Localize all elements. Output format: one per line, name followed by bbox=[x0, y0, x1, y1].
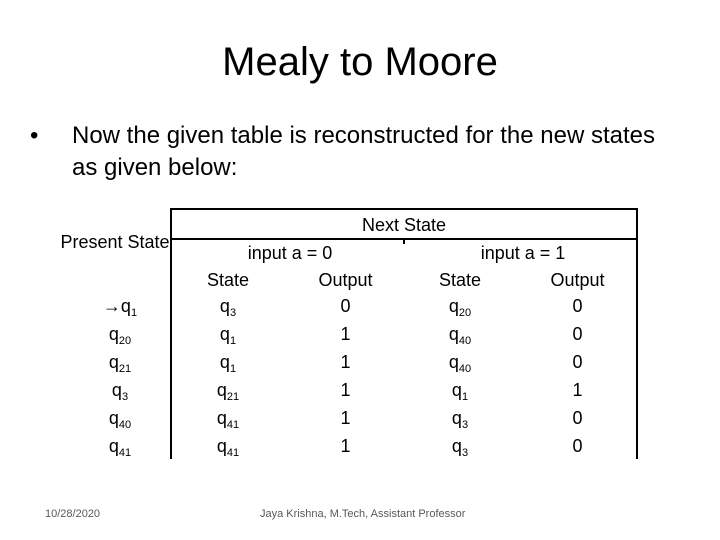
slide-title: Mealy to Moore bbox=[222, 40, 498, 84]
present-state-cell: $q_{21}$ bbox=[108, 352, 132, 375]
output-a0-cell: 1 bbox=[340, 436, 351, 456]
present-state-cell: $q_{41}$ bbox=[108, 436, 132, 459]
output-a1-cell: 0 bbox=[572, 296, 583, 316]
output-a0-cell: 1 bbox=[340, 408, 351, 428]
table-right-border bbox=[636, 208, 638, 459]
output-a0-cell: 1 bbox=[340, 324, 351, 344]
input-divider bbox=[403, 238, 405, 244]
next-state-a1-cell: $q_3$ bbox=[451, 408, 469, 431]
footer-date: 10/28/2020 bbox=[45, 508, 101, 520]
output-label-1: Output bbox=[550, 270, 605, 290]
output-label-0: Output bbox=[318, 270, 373, 290]
output-a0-cell: 1 bbox=[340, 352, 351, 372]
next-state-a1-cell: $q_{40}$ bbox=[448, 352, 472, 375]
output-a1-cell: 0 bbox=[572, 436, 583, 456]
next-state-a1-cell: $q_3$ bbox=[451, 436, 469, 459]
output-a1-cell: 0 bbox=[572, 324, 583, 344]
bullet-dot-icon: • bbox=[30, 122, 39, 149]
output-a0-cell: 1 bbox=[340, 380, 351, 400]
next-state-a1-cell: $q_{40}$ bbox=[448, 324, 472, 347]
output-a1-cell: 0 bbox=[572, 352, 583, 372]
input1-header: input a = 1 bbox=[480, 243, 566, 263]
present-state-cell: $q_3$ bbox=[111, 380, 129, 403]
next-state-a1-cell: $q_1$ bbox=[451, 380, 469, 403]
next-state-header: Next State bbox=[361, 215, 447, 235]
bullet-text: Now the given table is reconstructed for the new states as given below: bbox=[72, 122, 655, 181]
output-a1-cell: 1 bbox=[572, 380, 583, 400]
next-state-a0-cell: $q_{41}$ bbox=[216, 436, 240, 459]
next-state-top-border bbox=[170, 208, 638, 210]
next-state-a0-cell: $q_{41}$ bbox=[216, 408, 240, 431]
present-state-cell: $\to q_1$ bbox=[102, 296, 138, 319]
footer-author: Jaya Krishna, M.Tech, Assistant Professor bbox=[260, 508, 466, 520]
present-state-cell: $q_{20}$ bbox=[108, 324, 132, 347]
start-arrow-icon: → bbox=[102, 296, 121, 316]
output-a0-cell: 0 bbox=[340, 296, 351, 316]
next-state-a0-cell: $q_1$ bbox=[219, 352, 237, 375]
state-label-1: State bbox=[438, 270, 482, 290]
next-state-a0-cell: $q_{21}$ bbox=[216, 380, 240, 403]
state-label-0: State bbox=[206, 270, 250, 290]
table-left-border bbox=[170, 208, 172, 459]
input0-header: input a = 0 bbox=[247, 243, 333, 263]
next-state-a0-cell: $q_3$ bbox=[219, 296, 237, 319]
output-a1-cell: 0 bbox=[572, 408, 583, 428]
present-state-header: Present State bbox=[60, 232, 170, 252]
present-state-cell: $q_{40}$ bbox=[108, 408, 132, 431]
next-state-a0-cell: $q_1$ bbox=[219, 324, 237, 347]
next-state-a1-cell: $q_{20}$ bbox=[448, 296, 472, 319]
